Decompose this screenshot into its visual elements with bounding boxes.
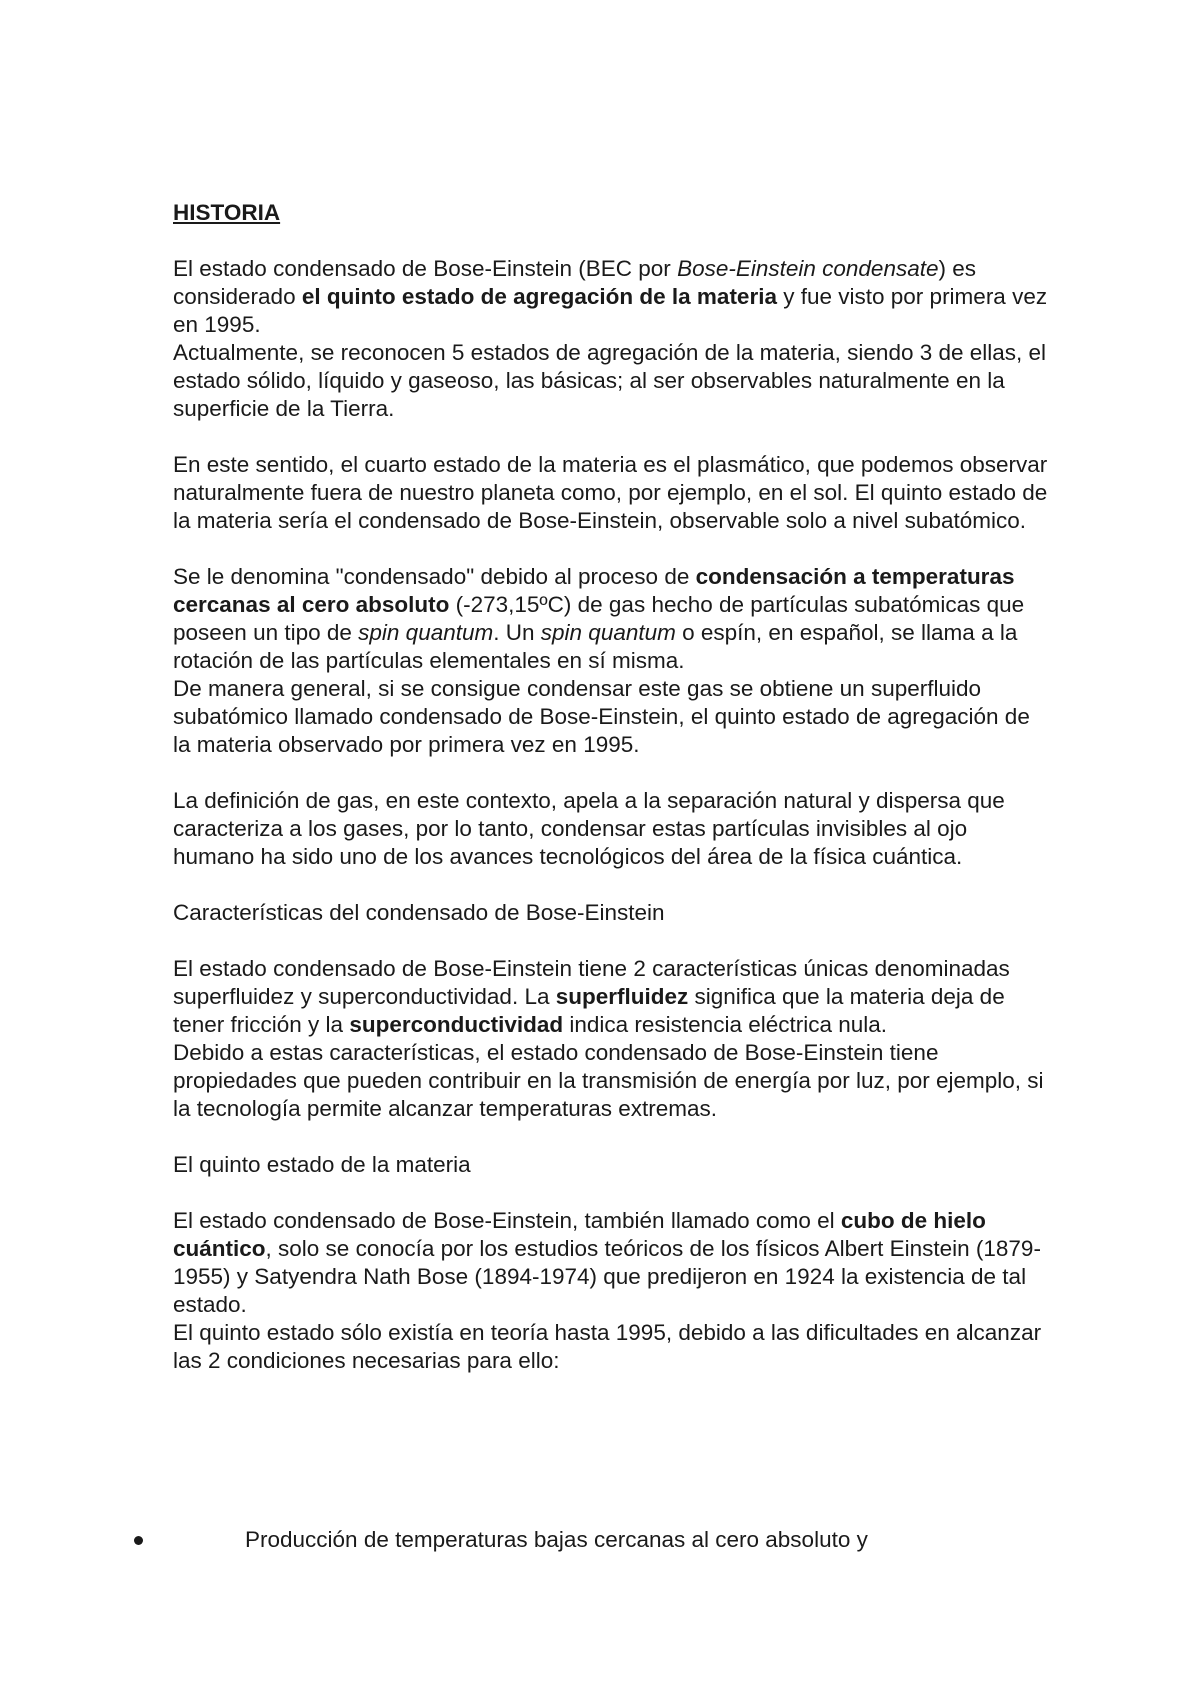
- bullet-icon: [134, 1536, 143, 1545]
- bold-text: el quinto estado de agregación de la materia: [301, 284, 777, 309]
- bold-text: superconductividad: [349, 1012, 564, 1037]
- bold-text: condensación a temperaturas cercanas al cero absoluto: [173, 564, 1015, 617]
- bold-text: cubo de hielo cuántico: [173, 1208, 986, 1261]
- text-run: El quinto estado sólo existía en teoría hasta 1995, debido a las dificultades en alcanzar las 2 condiciones necesarias para ello:: [173, 1320, 1042, 1373]
- list-item: [0, 1526, 1200, 1554]
- text-run: De manera general, si se consigue condensar este gas se obtiene un superfluido subatómico llamado condensado de Bose-Einstein, el quinto estado de agregación de la materia observado por primera vez en 1995.: [173, 676, 1030, 757]
- paragraph: [173, 1207, 1053, 1319]
- paragraph: [173, 955, 1053, 1039]
- paragraph: [173, 339, 1053, 423]
- list-item-text: Producción de temperaturas bajas cercanas al cero absoluto y: [245, 1527, 868, 1552]
- text-run: ) es considerado: [173, 256, 976, 309]
- text-run: El estado condensado de Bose-Einstein, también llamado como el: [173, 1208, 841, 1233]
- text-run: El estado condensado de Bose-Einstein tiene 2 características únicas denominadas superfluidez y superconductividad. La: [173, 956, 1010, 1009]
- text-run: La definición de gas, en este contexto, apela a la separación natural y dispersa que caracteriza a los gases, por lo tanto, condensar estas partículas invisibles al ojo humano ha sido uno de los avances tecnológicos del área de la física cuántica.: [173, 788, 1005, 869]
- paragraph: [173, 1039, 1053, 1123]
- text-run: Debido a estas características, el estado condensado de Bose-Einstein tiene propiedades que pueden contribuir en la transmisión de energía por luz, por ejemplo, si la tecnología permite alcanzar temperaturas extremas.: [173, 1040, 1044, 1121]
- text-run: , solo se conocía por los estudios teóricos de los físicos Albert Einstein (1879-1955) y Satyendra Nath Bose (1894-1974) que predijeron en 1924 la existencia de tal estado.: [173, 1236, 1041, 1317]
- paragraph: [173, 563, 1053, 675]
- text-run: o espín, en español, se llama a la rotación de las partículas elementales en sí misma.: [173, 620, 1018, 673]
- italic-text: spin quantum: [540, 620, 676, 645]
- text-run: significa que la materia deja de tener fricción y la: [173, 984, 1005, 1037]
- paragraph: [173, 1319, 1053, 1375]
- text-run: Se le denomina "condensado" debido al proceso de: [173, 564, 696, 589]
- paragraph: [173, 451, 1053, 535]
- document-body: [173, 199, 1053, 1403]
- subheading: [173, 1151, 1053, 1179]
- subheading: [173, 899, 1053, 927]
- paragraph: [173, 255, 1053, 339]
- text-run: Características del condensado de Bose-Einstein: [173, 900, 665, 925]
- paragraph: [173, 787, 1053, 871]
- bold-text: superfluidez: [555, 984, 689, 1009]
- text-run: El quinto estado de la materia: [173, 1152, 471, 1177]
- text-run: En este sentido, el cuarto estado de la materia es el plasmático, que podemos observar naturalmente fuera de nuestro planeta como, por ejemplo, en el sol. El quinto estado de la materia sería el condensado de Bose-Einstein, observable solo a nivel subatómico.: [173, 452, 1048, 533]
- bullet-list: [0, 1526, 1200, 1554]
- section-heading: HISTORIA: [173, 200, 281, 225]
- text-run: indica resistencia eléctrica nula.: [563, 1012, 888, 1037]
- text-run: (-273,15ºC) de gas hecho de partículas subatómicas que poseen un tipo de: [173, 592, 1025, 645]
- text-run: Actualmente, se reconocen 5 estados de agregación de la materia, siendo 3 de ellas, el estado sólido, líquido y gaseoso, las básicas; al ser observables naturalmente en la superficie de la Tierra.: [173, 340, 1047, 421]
- italic-text: Bose-Einstein condensate: [677, 256, 939, 281]
- text-run: y fue visto por primera vez en 1995.: [173, 284, 1048, 337]
- text-run: El estado condensado de Bose-Einstein (BEC por: [173, 256, 678, 281]
- italic-text: spin quantum: [358, 620, 494, 645]
- text-run: . Un: [493, 620, 541, 645]
- paragraph: [173, 675, 1053, 759]
